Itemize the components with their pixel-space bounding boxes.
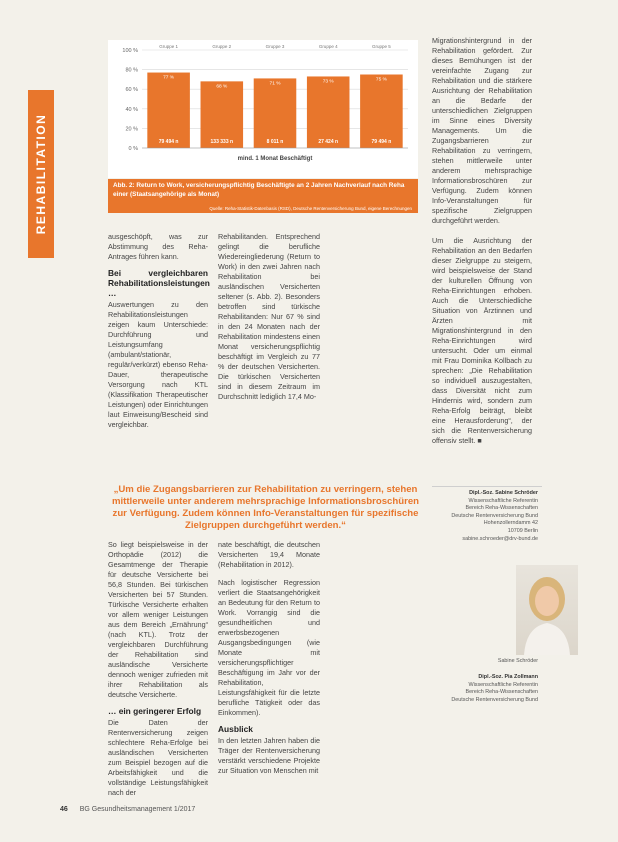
category-label: Gruppe 1 — [159, 44, 178, 49]
y-tick-label: 100 % — [122, 48, 138, 54]
pull-quote: „Um die Zugangsbarrieren zur Rehabilitation zu verringern, stehen mittlerweile unter anderem mehrsprachige Informationsbroschüren zur Verfügung. Zudem können Info-Veranstaltungen für spezifische Zielgruppen durchgeführt werden.“ — [111, 484, 420, 531]
author-line: Bereich Reha-Wissenschaften — [465, 689, 538, 696]
y-tick-label: 80 % — [125, 67, 138, 74]
category-label: Gruppe 2 — [212, 44, 232, 49]
bar-inner-label: 27 424 n — [318, 139, 339, 145]
bar-value-label: 75 % — [375, 77, 387, 83]
bar-inner-label: 8 011 n — [266, 139, 284, 145]
bar — [254, 78, 297, 148]
paragraph: So liegt beispielsweise in der Orthopädie (2012) die Gesamtmenge der Therapie für deutsche Versicherte bei 56,8 Stunden. Bei türkischen Versicherten bei 57 Stunden. Türkische Versicherte erhalten vor allem weniger Leistungen aus dem Bereich „Ernährung“ (nach KTL). Trotz der vergleichbaren Durchführung der Rehabilitation sind ausländische Versicherte dennoch weniger zufrieden mit ihrer Rehabilitation als deutsche Versicherte. — [108, 540, 208, 699]
photo-caption: Sabine Schröder — [497, 658, 538, 664]
article-column-1 — [108, 232, 208, 430]
paragraph: ausgeschöpft, was zur Abstimmung des Reha-Antrages führen kann. — [108, 232, 208, 261]
section-sidebar-tab — [28, 90, 54, 258]
divider — [432, 486, 542, 487]
figure-source: Quelle: Reha-Statistik-Datenbasis (RSD), Deutsche Rentenversicherung Bund, eigene Berechnungen — [209, 206, 412, 211]
bar-value-label: 77 % — [163, 75, 175, 81]
author-line: Wissenschaftliche Referentin — [468, 497, 538, 504]
article-column-2 — [218, 232, 320, 402]
author-line: Hohenzollerndamm 42 — [483, 520, 538, 527]
page-number: 46 — [60, 806, 68, 813]
y-tick-label: 0 % — [128, 146, 138, 152]
author-line: Wissenschaftliche Referentin — [468, 681, 538, 688]
publication-name: BG Gesundheitsmanagement 1/2017 — [79, 806, 196, 813]
bar-value-label: 68 % — [216, 84, 228, 90]
author-line: Deutsche Rentenversicherung Bund — [451, 696, 538, 703]
article-column-1b — [108, 540, 208, 798]
y-tick-label: 20 % — [125, 126, 138, 133]
author-name: Dipl.-Soz. Pia Zollmann — [478, 674, 538, 680]
paragraph: Um die Ausrichtung der Rehabilitation an den Bedarfen dieser Zielgruppe zu steigern, wird beispielsweise der Stand der kulturellen Öffnung von Reha-Einrichtungen erhoben. Auch die Unterschiedliche Situation von Ärztinnen und Ärzten mit Migrationshintergrund in den Reha-Einrichtungen wird untersucht. Oder um einmal mit Frau Dominika Kollbach zu sprechen: „Die Rehabilitation so individuell auszugestalten, dass Diversität nicht zum Hindernis wird, sondern zum Reha-Erfolg beiträgt, bleibt eine Herausforderung“, der sich die Rentenversicherung offensiv stellt. ■ — [432, 236, 532, 445]
article-column-3 — [432, 36, 532, 446]
article-column-2b — [218, 540, 320, 776]
category-label: Gruppe 5 — [372, 44, 391, 49]
author-photo — [516, 565, 578, 655]
paragraph: Migrationshintergrund in der Rehabilitation gefördert. Zur dieses Bemühungen ist der vereinfachte Zugang zur Rehabilitation und die stärkere Ausrichtung der Rehabilitation an die Bedarfe der unterschiedlichen Zielgruppen im Sinne eines Diversity Managements. Um die Zugangsbarrieren zur Rehabilitation zu verringern, stehen mittlerweile unter anderem mehrsprachige Informationsbroschüren zur Verfügung. Zudem können Info-Veranstaltungen für spezifische Zielgruppen durchgeführt werden. — [432, 36, 532, 225]
bar-value-label: 71 % — [269, 81, 281, 87]
paragraph: Die Daten der Rentenversicherung zeigen schlechtere Reha-Erfolge bei ausländischen Versicherten zum Beispiel bezogen auf die Arbeitsfähigkeit und die vollständige Leistungsfähigkeit nach der — [108, 718, 208, 797]
author-box-1 — [451, 490, 538, 543]
bar — [307, 76, 350, 148]
y-tick-label: 40 % — [125, 106, 138, 113]
paragraph: In den letzten Jahren haben die Träger der Rentenversicherung verstärkt verschiedene Projekte zur Situation von Menschen mit — [218, 736, 320, 775]
section-label: REHABILITATION — [34, 113, 48, 235]
author-line: sabine.schroeder@drv-bund.de — [462, 535, 538, 542]
y-tick-label: 60 % — [125, 87, 138, 94]
bar-inner-label: 79 494 n — [371, 139, 392, 145]
category-label: Gruppe 3 — [265, 44, 285, 49]
author-line: Deutsche Rentenversicherung Bund — [451, 512, 538, 519]
category-label: Gruppe 4 — [318, 44, 338, 49]
bar-value-label: 73 % — [322, 79, 334, 85]
paragraph: nate beschäftigt, die deutschen Versicherten 19,4 Monate (Rehabilitation in 2012). — [218, 540, 320, 569]
bar — [147, 73, 190, 148]
page-footer — [60, 806, 195, 813]
author-box-2 — [451, 674, 538, 704]
author-line: 10709 Berlin — [507, 527, 538, 534]
figure-caption-text: Abb. 2: Return to Work, versicherungspflichtig Beschäftigte an 2 Jahren Nachverlauf nach Reha einer (Staatsangehörige als Monat) — [113, 182, 405, 198]
author-name: Dipl.-Soz. Sabine Schröder — [469, 490, 538, 496]
bar — [201, 81, 244, 148]
subheading: Bei vergleichbaren Rehabilitationsleistungen … — [108, 268, 210, 298]
bar-inner-label: 133 333 n — [210, 139, 234, 145]
bar-inner-label: 79 494 n — [158, 139, 179, 145]
paragraph: Auswertungen zu den Rehabilitationsleistungen zeigen kaum Unterschiede: Durchführung und Leistungsumfang (ambulant/stationär, regulär/verkürzt) ebenso Reha-Dauer, therapeutische Versorgung nach KTL (Klassifikation Therapeutischer Leistungen) oder Einrichtungen laut Einweisung/Bescheid sind vergleichbar. — [108, 300, 208, 429]
x-axis-label: mind. 1 Monat Beschäftigt — [237, 156, 313, 162]
paragraph: Rehabilitanden. Entsprechend gelingt die berufliche Wiedereingliederung (Return to Work) in den zwei Jahren nach Rehabilitation bei ausländischen Versicherten seltener (s. Abb. 2). Besonders betroffen sind türkische Rehabilitanden: Nur 67 % sind in den 24 Monaten nach der Rehabilitation mindestens einen Monat versicherungspflichtig beschäftigt im Vergleich zu 77 % der deutschen Versicherten. Die türkischen Versicherten sind in diesem Zeitraum im Durchschnitt lediglich 17,4 Mo- — [218, 232, 320, 401]
portrait-image — [516, 565, 578, 655]
bar — [360, 75, 403, 149]
paragraph: Nach logistischer Regression verliert die Staatsangehörigkeit an Bedeutung für den Return to Work. Vorrangig sind die gesundheitlichen und erwerbsbezogenen Ausgangsbedingungen (wie Monate mit versicherungspflichtiger Beschäftigung im Jahr vor der Rehabilitation, Leistungsfähigkeit für die letzte berufliche Tätigkeit oder das Einkommen). — [218, 578, 320, 717]
subheading: Ausblick — [218, 724, 253, 734]
author-line: Bereich Reha-Wissenschaften — [465, 505, 538, 512]
bar-chart — [108, 40, 418, 178]
subheading: … ein geringerer Erfolg — [108, 706, 202, 716]
